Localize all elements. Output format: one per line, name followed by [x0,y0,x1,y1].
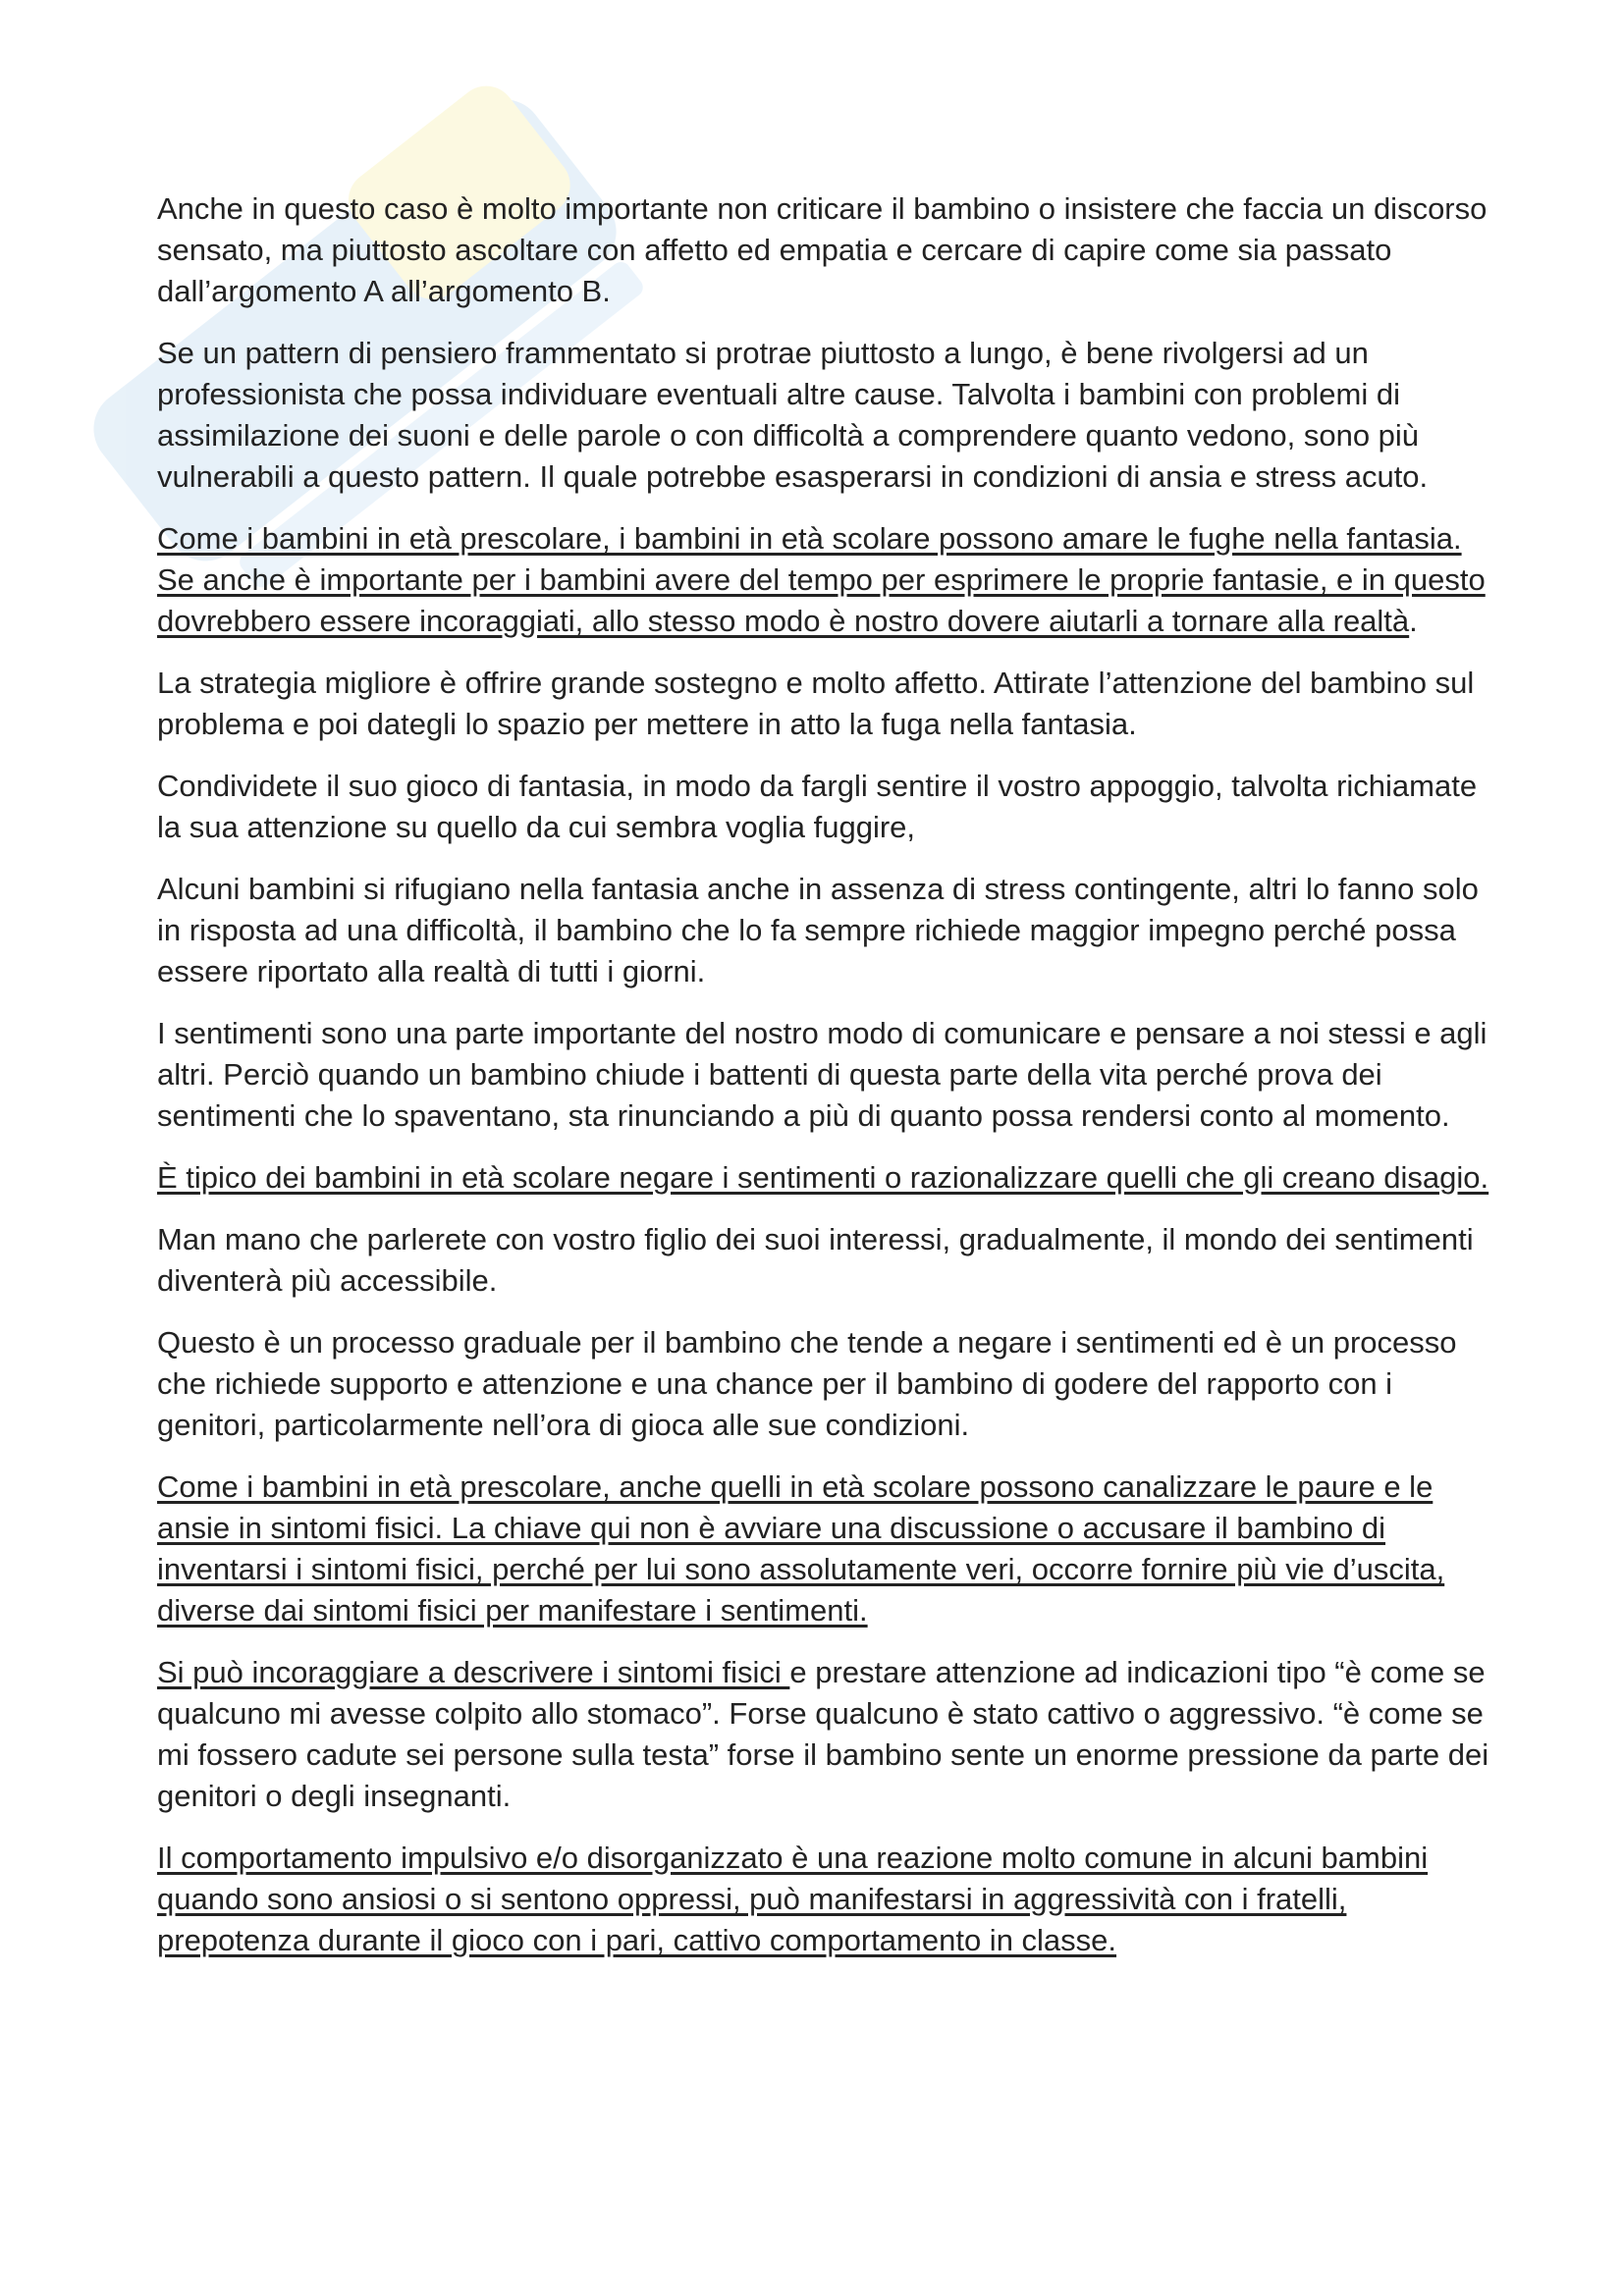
text-run: Man mano che parlerete con vostro figlio dei suoi interessi, gradualmente, il mondo dei sentimenti diventerà più accessibile. [157,1222,1474,1298]
text-run: e prestare attenzione ad indicazioni tipo “è come se qualcuno mi avesse colpito allo stomaco”. Forse qualcuno è stato cattivo o aggressivo. “è come se mi fossero cadute sei persone sulla testa” forse il bambino sente un enorme pressione da parte dei genitori o degli insegnanti. [157,1655,1489,1813]
paragraph [157,663,1492,745]
text-run: Condividete il suo gioco di fantasia, in modo da fargli sentire il vostro appoggio, talvolta richiamate la sua attenzione su quello da cui sembra voglia fuggire, [157,769,1478,844]
paragraph [157,1013,1492,1137]
paragraph [157,1322,1492,1446]
paragraph [157,1467,1492,1631]
text-run: Questo è un processo graduale per il bambino che tende a negare i sentimenti ed è un processo che richiede supporto e attenzione e una chance per il bambino di godere del rapporto con i genitori, particolarmente nell’ora di gioca alle sue condizioni. [157,1325,1457,1442]
text-run: Se un pattern di pensiero frammentato si protrae piuttosto a lungo, è bene rivolgersi ad un professionista che possa individuare eventuali altre cause. Talvolta i bambini con problemi di assimilazione dei suoni e delle parole o con difficoltà a comprendere quanto vedono, sono più vulnerabili a questo pattern. Il quale potrebbe esasperarsi in condizioni di ansia e stress acuto. [157,336,1429,494]
paragraph [157,1652,1492,1817]
text-run: . [1409,604,1418,638]
underlined-text-run: Si può incoraggiare a descrivere i sintomi fisici [157,1655,790,1689]
underlined-text-run: Come i bambini in età prescolare, anche quelli in età scolare possono canalizzare le paure e le ansie in sintomi fisici. La chiave qui non è avviare una discussione o accusare il bambino di inventarsi i sintomi fisici, perché per lui sono assolutamente veri, occorre fornire più vie d’uscita, diverse dai sintomi fisici per manifestare i sentimenti. [157,1469,1445,1628]
text-run: I sentimenti sono una parte importante del nostro modo di comunicare e pensare a noi stessi e agli altri. Perciò quando un bambino chiude i battenti di questa parte della vita perché prova dei sentimenti che lo spaventano, sta rinunciando a più di quanto possa rendersi conto al momento. [157,1016,1488,1133]
paragraph [157,1157,1492,1199]
underlined-text-run: Il comportamento impulsivo e/o disorganizzato è una reazione molto comune in alcuni bambini quando sono ansiosi o si sentono oppressi, può manifestarsi in aggressività con i fratelli, prepotenza durante il gioco con i pari, cattivo comportamento in classe. [157,1841,1429,1957]
paragraph [157,1219,1492,1302]
paragraph [157,1838,1492,1961]
text-run: Anche in questo caso è molto importante non criticare il bambino o insistere che faccia un discorso sensato, ma piuttosto ascoltare con affetto ed empatia e cercare di capire come sia passato dall’argomento A all’argomento B. [157,191,1488,308]
underlined-text-run: È tipico dei bambini in età scolare negare i sentimenti o razionalizzare quelli che gli creano disagio. [157,1160,1489,1195]
underlined-text-run: Come i bambini in età prescolare, i bambini in età scolare possono amare le fughe nella fantasia. Se anche è importante per i bambini avere del tempo per esprimere le proprie fantasie, e in questo dovrebbero essere incoraggiati, allo stesso modo è nostro dovere aiutarli a tornare alla realtà [157,521,1486,638]
paragraph [157,518,1492,642]
paragraph [157,188,1492,312]
text-run: La strategia migliore è offrire grande sostegno e molto affetto. Attirate l’attenzione del bambino sul problema e poi dategli lo spazio per mettere in atto la fuga nella fantasia. [157,666,1475,741]
document-body [157,188,1492,1982]
paragraph [157,766,1492,848]
text-run: Alcuni bambini si rifugiano nella fantasia anche in assenza di stress contingente, altri lo fanno solo in risposta ad una difficoltà, il bambino che lo fa sempre richiede maggior impegno perché possa essere riportato alla realtà di tutti i giorni. [157,872,1479,988]
paragraph [157,333,1492,498]
paragraph [157,869,1492,992]
